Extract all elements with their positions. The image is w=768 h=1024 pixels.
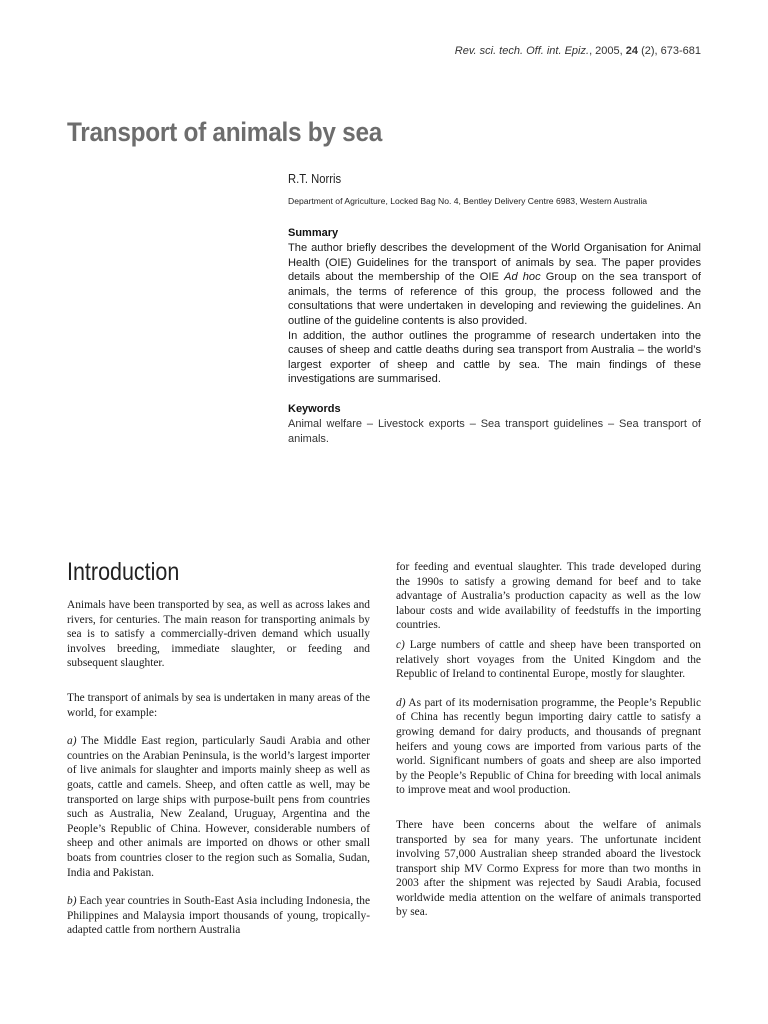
author-affiliation: Department of Agriculture, Locked Bag No. 4, Bentley Delivery Centre 6983, Western Australia: [288, 196, 648, 206]
summary-section: [288, 226, 701, 387]
citation-volume: 24: [625, 45, 639, 57]
summary-paragraph-2: In addition, the author outlines the programme of research undertaken into the causes of sheep and cattle deaths during sea transport from Australia – the world’s largest exporter of sheep and cattle by sea. The main findings of these investigations are summarised.: [288, 329, 701, 386]
list-item-b: [67, 894, 370, 938]
list-item-text: Large numbers of cattle and sheep have been transported on relatively short voyages from the United Kingdom and the Republic of Ireland to continental Europe, mostly for slaughter.: [396, 638, 701, 681]
keywords-section: [288, 402, 701, 446]
body-column-left: [67, 598, 370, 938]
list-item-text: Each year countries in South-East Asia including Indonesia, the Philippines and Malaysia import thousands of young, tropically-adapted cattle from northern Australia: [67, 895, 370, 937]
body-column-right: [396, 560, 701, 920]
summary-text: The author briefly describes the development of the World Organisation for Animal Health (OIE) Guidelines for the transport of animals by sea. The paper provides details about the membership of the OIE: [288, 242, 701, 284]
summary-heading: Summary: [288, 227, 339, 239]
list-item-text: The Middle East region, particularly Saudi Arabia and other countries on the Arabian Peninsula, is the world’s largest importer of live animals for slaughter and imports mainly sheep as well as goats, cattle and camels. Sheep, and often cattle as well, may be transported on large ships with purpose-built pens from countries such as Australia, New Zealand, Uruguay, Argentina and the People’s Republic of China. However, considerable numbers of sheep and other animals are imported on dhows or other small boats from countries closer to the region such as Somalia, Sudan, India and Pakistan.: [67, 735, 370, 879]
author-name: R.T. Norris: [288, 172, 342, 186]
article-title: Transport of animals by sea: [67, 117, 383, 147]
list-marker: d): [396, 696, 406, 709]
list-item-a: [67, 734, 370, 880]
journal-name: Rev. sci. tech. Off. int. Epiz.: [454, 45, 590, 57]
list-item-text: As part of its modernisation programme, the People’s Republic of China has recently begun importing dairy cattle to satisfy a growing demand for dairy products, and thousands of pregnant heifers and young cows are imported from various parts of the world. Significant numbers of goats and sheep are also imported by the People’s Republic of China for breeding with local animals to improve meat and wool production.: [396, 696, 701, 797]
list-marker: c): [396, 638, 405, 651]
list-item-d: [396, 696, 701, 798]
summary-text: Group on the sea transport of animals, the terms of reference of this group, the process followed and the consultations that were undertaken in developing and reviewing the guidelines. An outline of the guideline contents is also provided.: [288, 271, 701, 327]
intro-paragraph-2: The transport of animals by sea is undertaken in many areas of the world, for example:: [67, 691, 370, 719]
intro-paragraph-1: Animals have been transported by sea, as well as across lakes and rivers, for centuries. The main reason for transporting animals by sea is to satisfy a commercially-driven demand which usually involves breeding, immediate slaughter, or feeding and subsequent slaughter.: [67, 599, 370, 670]
list-item-c: [396, 638, 701, 682]
introduction-heading: Introduction: [67, 558, 180, 586]
summary-paragraph-1: [288, 241, 701, 329]
author-block: [288, 172, 701, 206]
keywords-list: Animal welfare – Livestock exports – Sea transport guidelines – Sea transport of animals.: [288, 418, 701, 445]
list-marker: a): [67, 735, 77, 748]
citation-issue-pages: (2), 673-681: [638, 45, 701, 57]
list-item-b-continued: for feeding and eventual slaughter. This trade developed during the 1990s to satisfy a growing demand for beef and to take advantage of Australia’s production capacity as well as the low labour costs and wide availability of feedstuffs in the importing countries.: [396, 561, 701, 632]
summary-italic-term: Ad hoc: [504, 271, 541, 284]
intro-paragraph-3: There have been concerns about the welfare of animals transported by sea for many years. The unfortunate incident involving 57,000 Australian sheep stranded aboard the livestock transport ship MV Cormo Express for more than two months in 2003 after the shipment was rejected by Saudi Arabia, focused worldwide media attention on the welfare of animals transported by sea.: [396, 818, 701, 919]
keywords-heading: Keywords: [288, 403, 341, 415]
list-marker: b): [67, 895, 77, 908]
journal-citation: [455, 45, 701, 57]
citation-year: , 2005,: [589, 45, 626, 57]
